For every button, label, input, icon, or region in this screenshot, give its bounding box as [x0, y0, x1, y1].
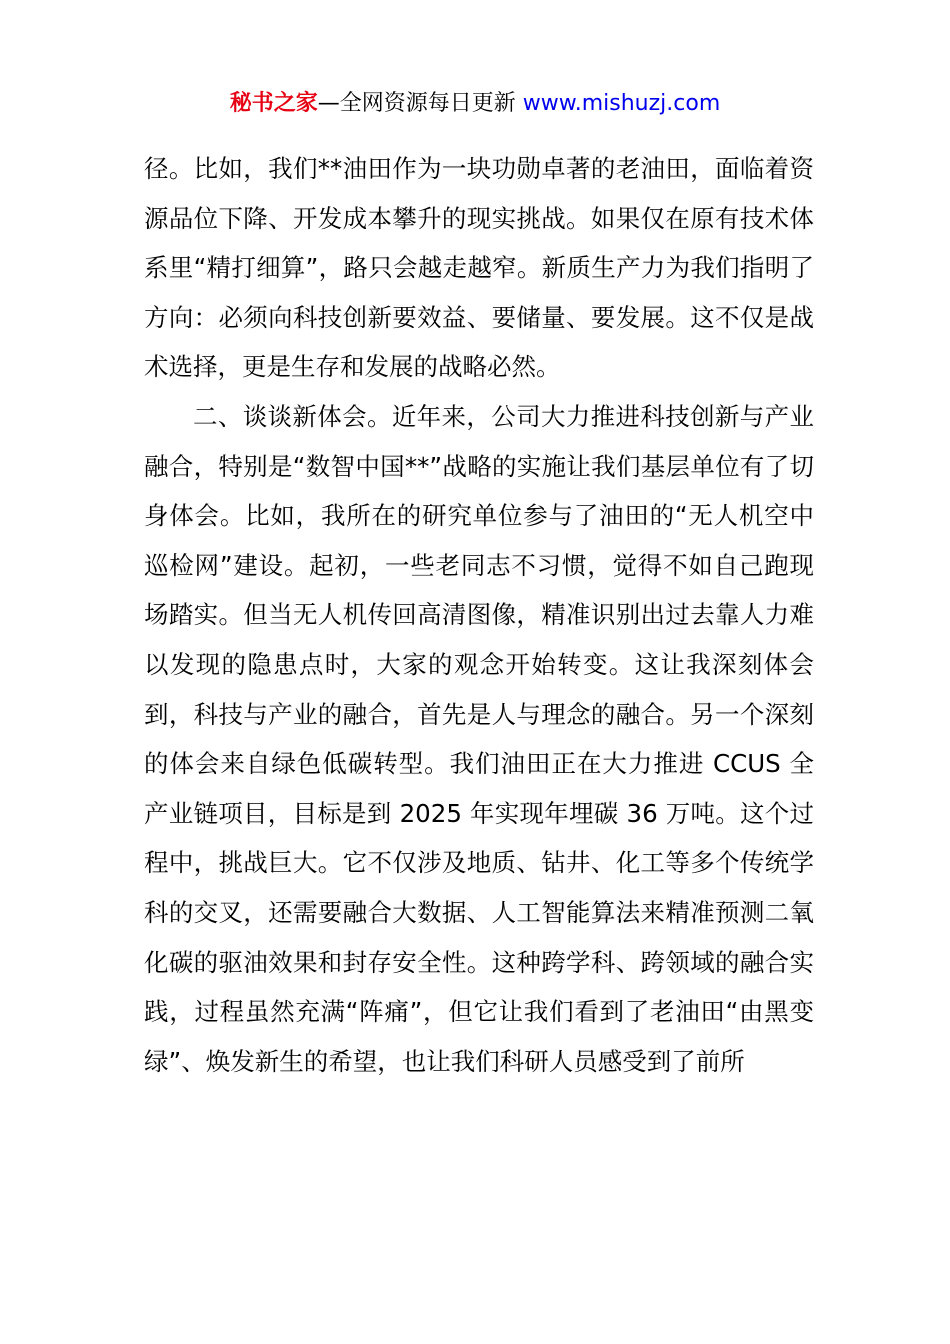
site-url[interactable]: www.mishuzj.com [522, 91, 721, 116]
header-tagline: —全网资源每日更新 [317, 91, 523, 116]
page-header [0, 88, 950, 120]
brand-name: 秘书之家 [229, 91, 318, 116]
document-body [144, 144, 814, 1086]
paragraph-new-experience: 二、谈谈新体会。近年来，公司大力推进科技创新与产业融合，特别是“数智中国**”战略的实施让我们基层单位有了切身体会。比如，我所在的研究单位参与了油田的“无人机空中巡检网”建设。起初，一些老同志不习惯，觉得不如自己跑现场踏实。但当无人机传回高清图像，精准识别出过去靠人力难以发现的隐患点时，大家的观念开始转变。这让我深刻体会到，科技与产业的融合，首先是人与理念的融合。另一个深刻的体会来自绿色低碳转型。我们油田正在大力推进 CCUS 全产业链项目，目标是到 2025 年实现年埋碳 36 万吨。这个过程中，挑战巨大。它不仅涉及地质、钻井、化工等多个传统学科的交叉，还需要融合大数据、人工智能算法来精准预测二氧化碳的驱油效果和封存安全性。这种跨学科、跨领域的融合实践，过程虽然充满“阵痛”，但它让我们看到了老油田“由黑变绿”、焕发新生的希望，也让我们科研人员感受到了前所 [144, 401, 814, 1076]
paragraph-continuation: 径。比如，我们**油田作为一块功勋卓著的老油田，面临着资源品位下降、开发成本攀升的现实挑战。如果仅在原有技术体系里“精打细算”，路只会越走越窄。新质生产力为我们指明了方向：必须向科技创新要效益、要储量、要发展。这不仅是战术选择，更是生存和发展的战略必然。 [144, 154, 814, 382]
